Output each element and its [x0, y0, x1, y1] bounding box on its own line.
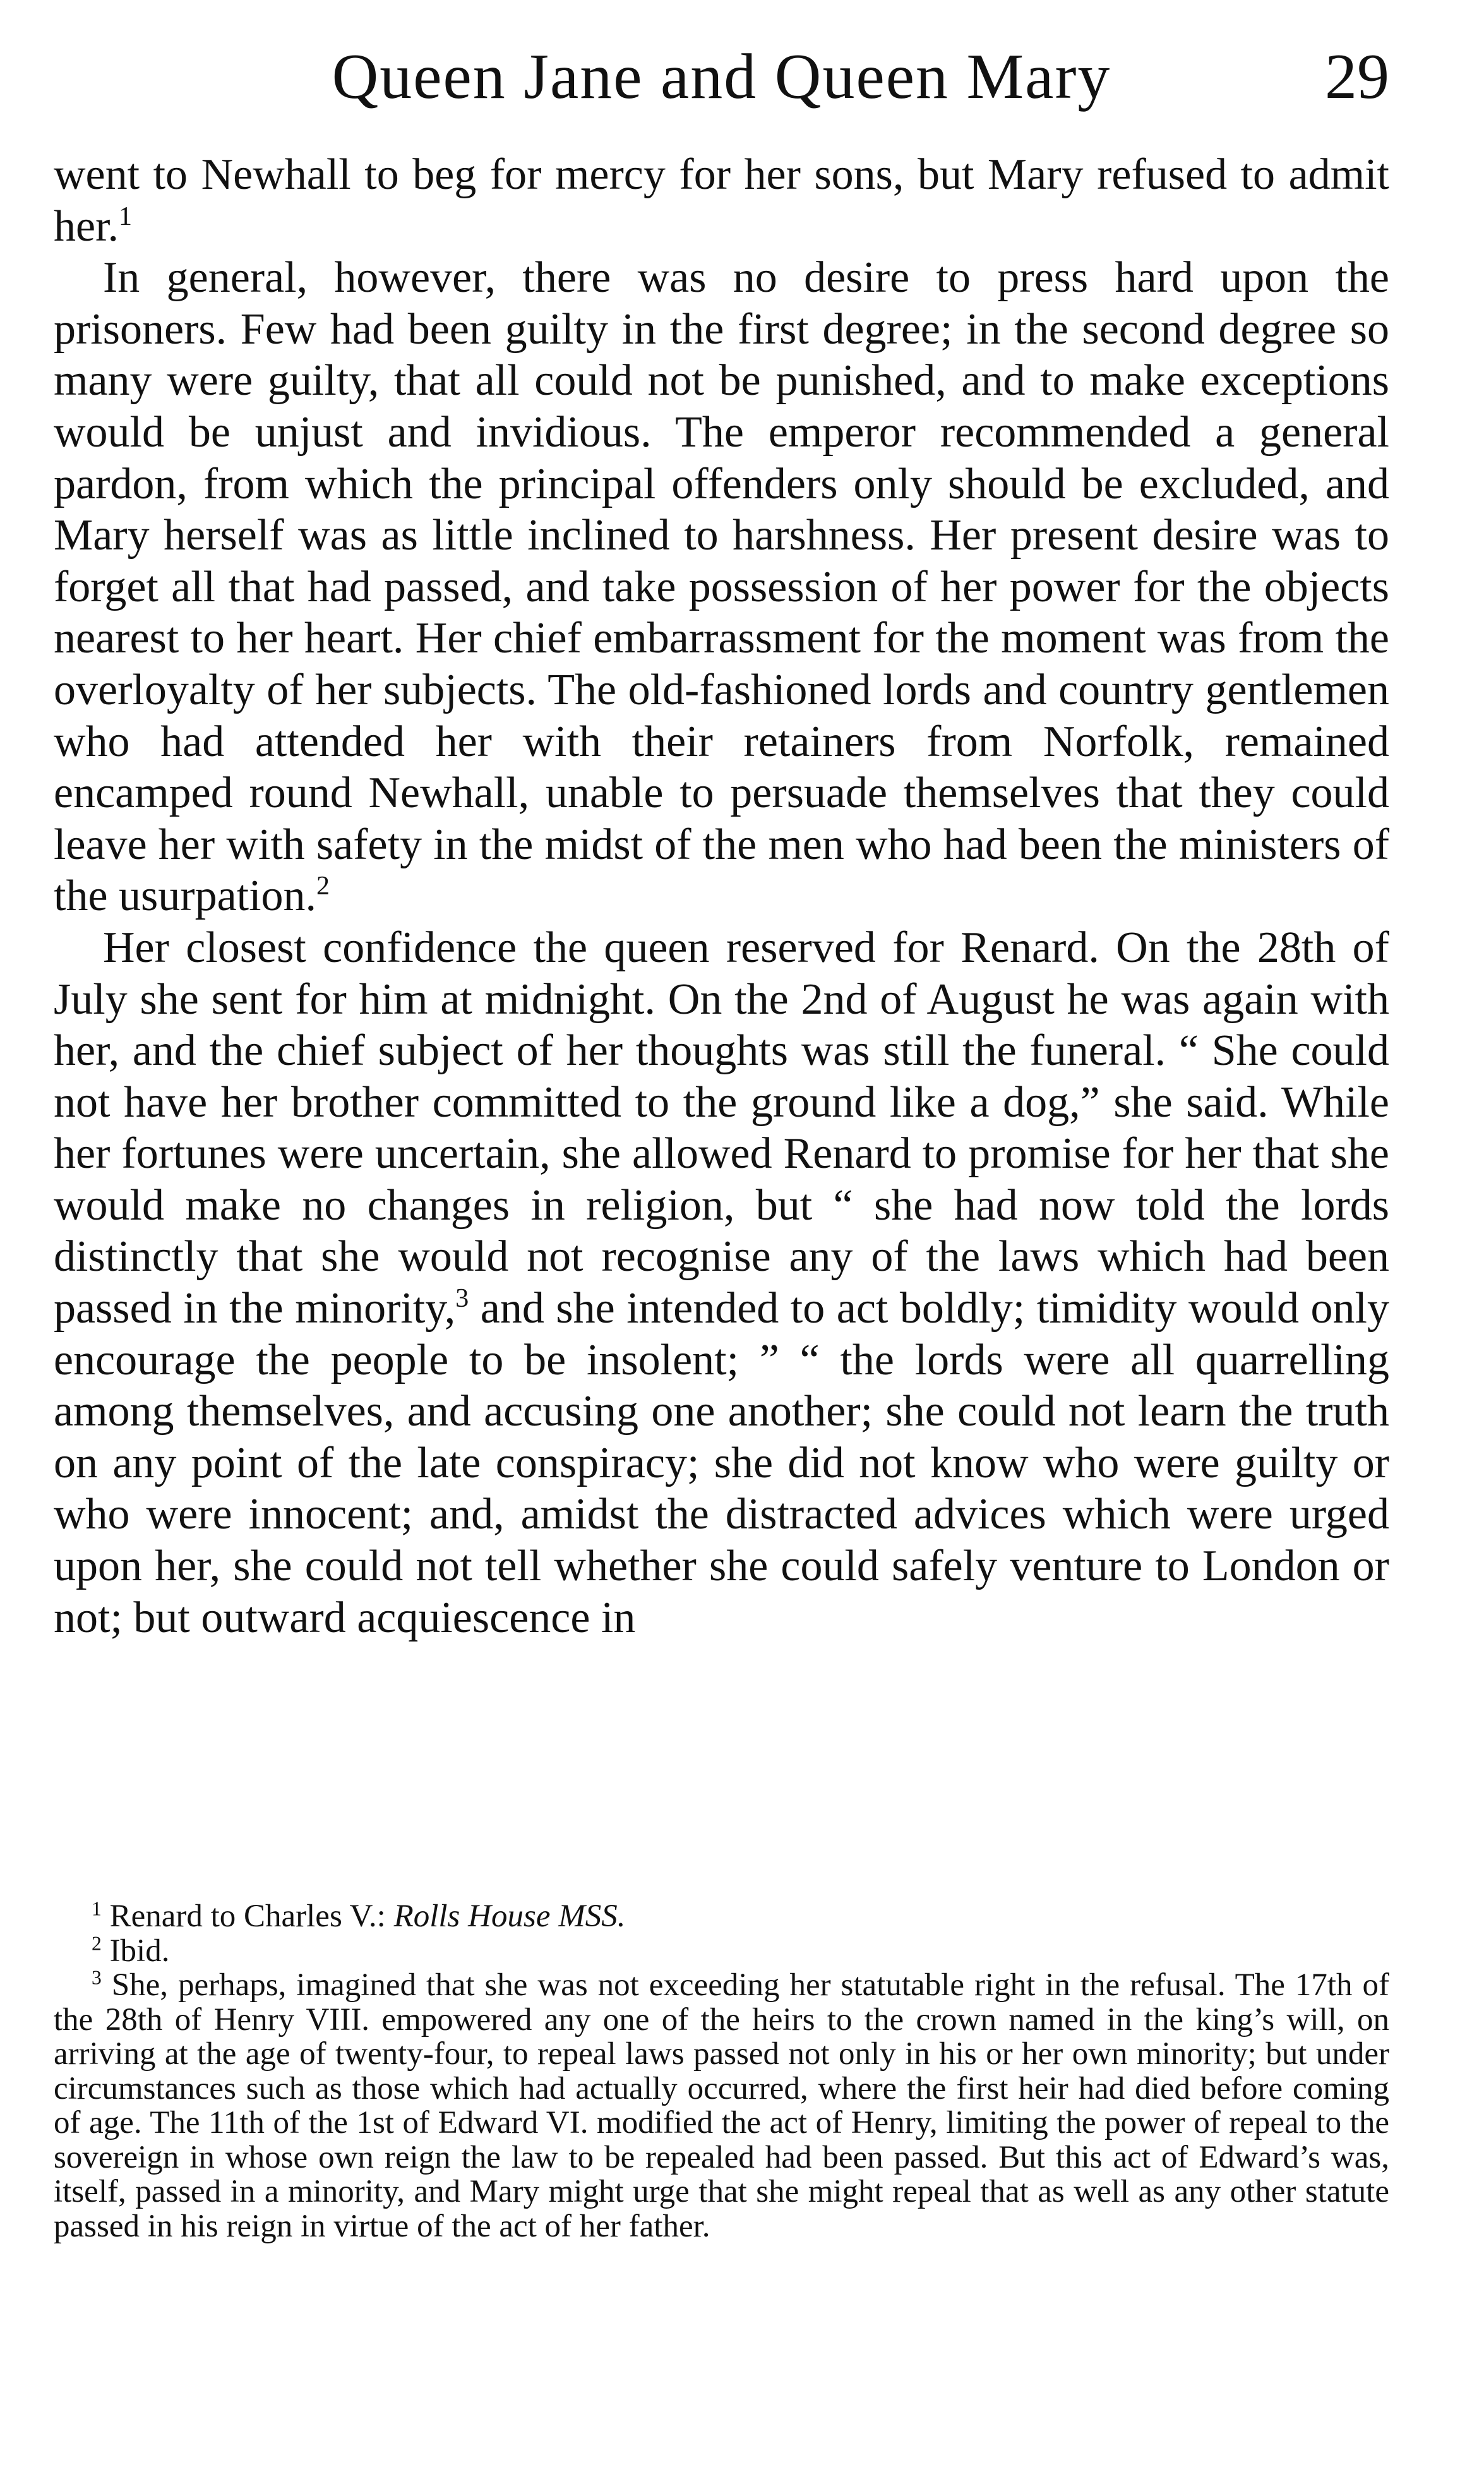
footnote-3: [54, 1968, 1389, 2243]
footnote-mark: 3: [92, 1966, 102, 1989]
paragraph-renard: [54, 922, 1389, 1643]
footnote-text: Renard to Charles V.:: [101, 1899, 394, 1934]
paragraph-text: In general, however, there was no desire to press hard upon the prisoners. Few had been guilty in the first degree; in the second degree so many were guilty, that all could not be punished, and to make exceptions would be unjust and invidious. The emperor recommended a general pardon, from which the principal offenders only should be excluded, and Mary herself was as little inclined to harshness. Her present desire was to forget all that had passed, and take possession of her power for the objects nearest to her heart. Her chief embarrassment for the moment was from the overloyalty of her subjects. The old-fashioned lords and country gentlemen who had attended her with their retainers from Norfolk, remained encamped round Newhall, unable to persuade themselves that they could leave her with safety in the midst of the men who had been the ministers of the usurpation.: [54, 253, 1389, 921]
running-head: [54, 39, 1389, 115]
footnote-mark: 1: [92, 1897, 102, 1920]
footnotes: [54, 1899, 1389, 2243]
paragraph-text: went to Newhall to beg for mercy for her sons, but Mary refused to admit her.: [54, 150, 1389, 251]
page-number: 29: [1325, 41, 1389, 112]
footnote-text: She, perhaps, imagined that she was not exceeding her statutable right in the refusal. The 17th of the 28th of Henry VIII. empowered any one of the heirs to the crown named in the king’s will, on arriving at the age of twenty-four, to repeal laws passed not only in his or her own minority; but under circumstances such as those which had actually occurred, where the first heir had died before coming of age. The 11th of the 1st of Edward VI. modified the act of Henry, limiting the power of repeal to the sovereign in whose own reign the law to be repealed had been passed. But this act of Edward’s was, itself, passed in a minority, and Mary might urge that she might repeal that as well as any other statute passed in his reign in virtue of the act of her father.: [54, 1967, 1389, 2244]
footnote-1: [54, 1899, 1389, 1934]
footnote-2: [54, 1934, 1389, 1969]
running-title: Queen Jane and Queen Mary: [332, 41, 1111, 112]
paragraph-continued: [54, 149, 1389, 252]
footnote-source: Rolls House MSS.: [393, 1899, 626, 1934]
paragraph-general-pardon: [54, 252, 1389, 922]
footnote-ref-3: 3: [455, 1283, 469, 1313]
footnote-text: Ibid.: [101, 1933, 170, 1969]
paragraph-text: and she intended to act boldly; timidity would only encourage the people to be insolent; ” “ the lords were all quarrelling among themselves, and accusing one another; she could not learn the truth on any point of the late conspiracy; she did not know who were guilty or who were innocent; and, amidst the distracted advices which were urged upon her, she could not tell whether she could safely venture to London or not; but outward acquiescence in: [54, 1284, 1389, 1642]
paragraph-text: Her closest confidence the queen reserved for Renard. On the 28th of July she sent for him at midnight. On the 2nd of August he was again with her, and the chief subject of her thoughts was still the funeral. “ She could not have her brother committed to the ground like a dog,” she said. While her fortunes were uncertain, she allowed Renard to promise for her that she would make no changes in religion, but “ she had now told the lords distinctly that she would not recognise any of the laws which had been passed in the minority,: [54, 923, 1389, 1333]
footnote-mark: 2: [92, 1932, 102, 1955]
footnote-ref-2: 2: [316, 872, 330, 901]
body-text: [54, 149, 1389, 1643]
footnote-ref-1: 1: [119, 201, 133, 231]
